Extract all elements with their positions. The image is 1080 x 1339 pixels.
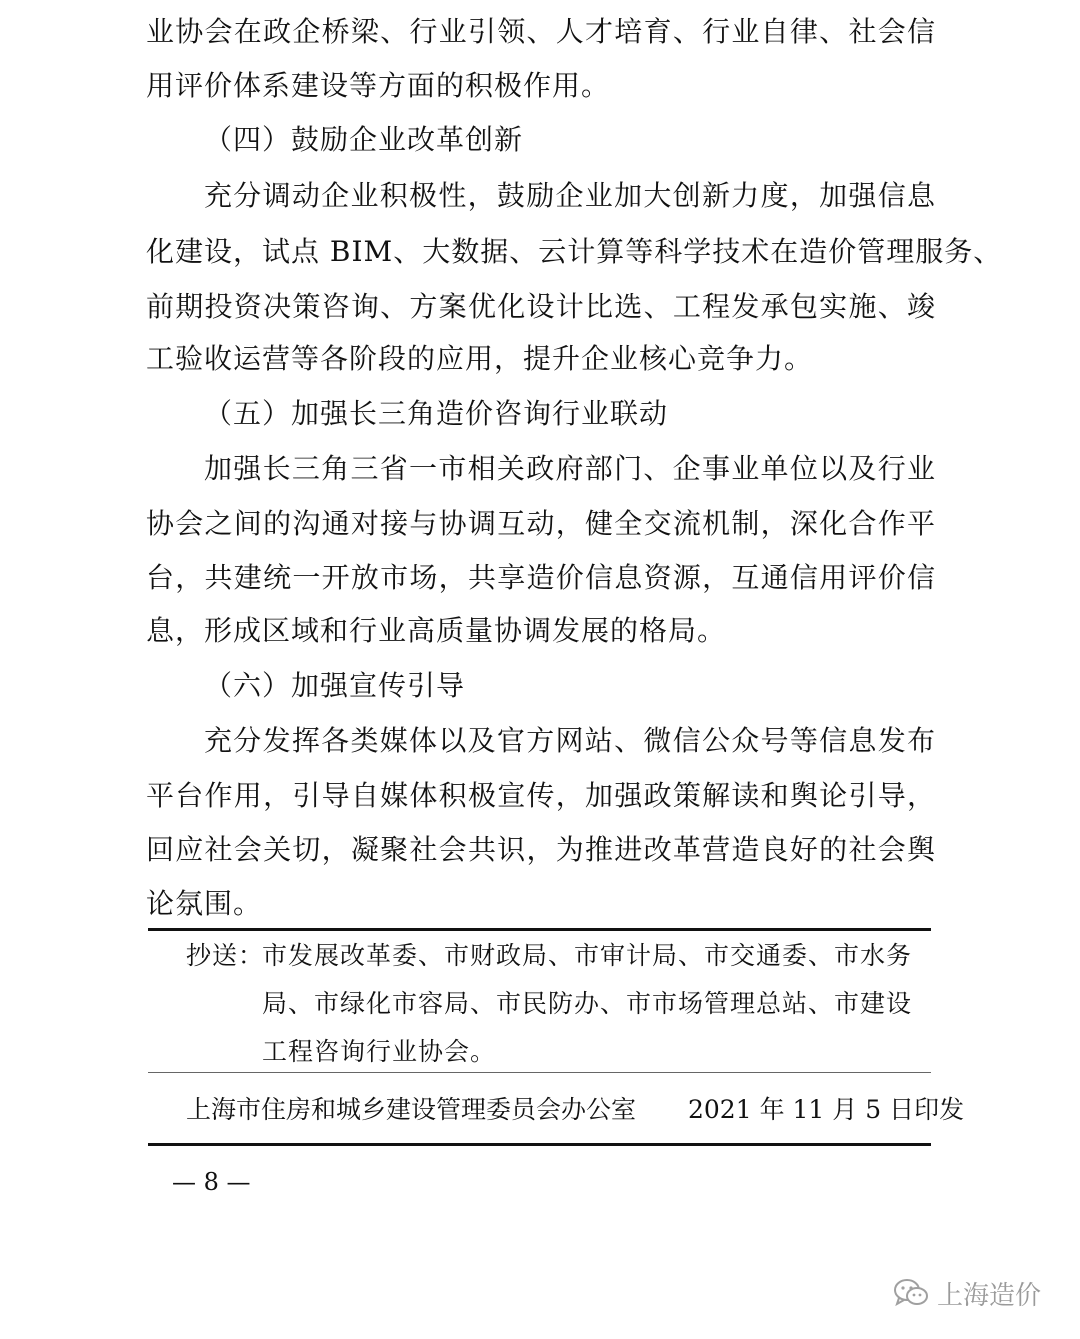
body-line: 充分调动企业积极性，鼓励企业加大创新力度，加强信息 <box>204 179 936 212</box>
cc-label: 抄送： <box>186 941 265 970</box>
body-line: 用评价体系建设等方面的积极作用。 <box>146 69 611 102</box>
body-line: 化建设，试点 BIM、大数据、云计算等科学技术在造价管理服务、 <box>146 235 1003 268</box>
cc-line: 局、市绿化市容局、市民防办、市市场管理总站、市建设 <box>262 989 913 1018</box>
page-number: — 8 — <box>172 1168 251 1196</box>
watermark-text: 上海造价 <box>937 1280 1042 1311</box>
cc-line: 市发展改革委、市财政局、市审计局、市交通委、市水务 <box>262 941 913 970</box>
section-heading-6: （六）加强宣传引导 <box>204 669 466 702</box>
body-line: 加强长三角三省一市相关政府部门、企事业单位以及行业 <box>204 452 936 485</box>
body-line: 回应社会关切，凝聚社会共识，为推进改革营造良好的社会舆 <box>146 833 936 866</box>
watermark <box>893 1276 1041 1310</box>
section-heading-4: （四）鼓励企业改革创新 <box>204 123 524 156</box>
section-heading-5: （五）加强长三角造价咨询行业联动 <box>204 397 669 430</box>
body-line: 论氛围。 <box>146 887 263 920</box>
cc-top-rule <box>148 928 931 931</box>
issuer: 上海市住房和城乡建设管理委员会办公室 <box>186 1095 637 1124</box>
wechat-icon <box>893 1278 929 1308</box>
cc-line: 工程咨询行业协会。 <box>262 1037 497 1066</box>
body-line: 工验收运营等各阶段的应用，提升企业核心竞争力。 <box>146 342 814 375</box>
body-line: 台，共建统一开放市场，共享造价信息资源，互通信用评价信 <box>146 561 936 594</box>
body-line: 业协会在政企桥梁、行业引领、人才培育、行业自律、社会信 <box>146 15 936 48</box>
body-line: 充分发挥各类媒体以及官方网站、微信公众号等信息发布 <box>204 724 936 757</box>
cc-bottom-rule <box>148 1072 931 1073</box>
footer-bottom-rule <box>148 1143 931 1146</box>
body-line: 前期投资决策咨询、方案优化设计比选、工程发承包实施、竣 <box>146 290 936 323</box>
body-line: 息，形成区域和行业高质量协调发展的格局。 <box>146 614 727 647</box>
body-line: 协会之间的沟通对接与协调互动，健全交流机制，深化合作平 <box>146 507 936 540</box>
body-line: 平台作用，引导自媒体积极宣传，加强政策解读和舆论引导， <box>146 779 936 812</box>
issue-date: 2021 年 11 月 5 日印发 <box>688 1095 965 1124</box>
